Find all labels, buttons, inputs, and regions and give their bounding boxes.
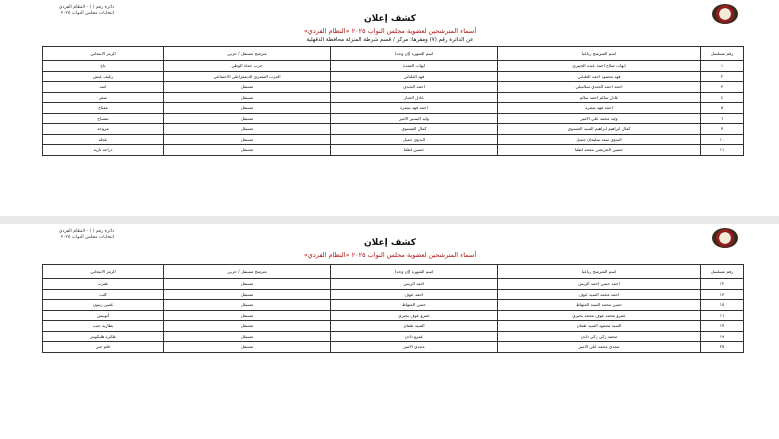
cell-symbol: أتوبيس <box>43 310 164 321</box>
header-serial: رقم مسلسل <box>701 265 744 279</box>
cell-symbol: تمساح <box>43 113 164 124</box>
cell-serial: ٦ <box>701 113 744 124</box>
cell-party: مستقل <box>164 331 331 342</box>
table-row <box>43 321 744 332</box>
table-row <box>43 342 744 353</box>
page-title: كشف إعلان <box>364 238 416 248</box>
cell-fame: ايهاب العمدة <box>331 61 498 72</box>
cell-party: مستقل <box>164 103 331 114</box>
cell-serial: ٣ <box>701 82 744 93</box>
cell-fame: فهد الغلباني <box>331 71 498 82</box>
table-row <box>43 61 744 72</box>
header-party: مترشح مستقل / حزبي <box>164 47 331 61</box>
cell-party: حزب حماة الوطن <box>164 61 331 72</box>
cell-name: ايهاب صلاح احمد عبده الحبيري <box>498 61 701 72</box>
cell-name: حسن محمد السيد المنهاط <box>498 300 701 311</box>
cell-fame: عمرو عوف يحيري <box>331 310 498 321</box>
cell-fame: عمرو دادن <box>331 331 498 342</box>
table-row <box>43 71 744 82</box>
cell-symbol: عجلة <box>43 134 164 145</box>
page-title: كشف إعلان <box>364 14 416 24</box>
cell-name: عمرو محمد عوف محمد يحيري <box>498 310 701 321</box>
cell-symbol: عقرب <box>43 279 164 290</box>
cell-party: مستقل <box>164 113 331 124</box>
header-symbol: الرمز الانتخابي <box>43 265 164 279</box>
cell-name: السيد محمود السيد طمان <box>498 321 701 332</box>
header-name: اسم المترشح رباعيا <box>498 47 701 61</box>
cell-fame: احمد الجندي <box>331 82 498 93</box>
cell-symbol: مروحة <box>43 124 164 135</box>
cell-symbol: دراجة نارية <box>43 145 164 156</box>
cell-fame: احمد الريس <box>331 279 498 290</box>
corner-line-2: انتخابات مجلس النواب ٢٠٢٥ <box>60 235 114 240</box>
table-row <box>43 331 744 342</box>
cell-fame: احمد فهد سمرة <box>331 103 498 114</box>
cell-serial: ١٥ <box>701 300 744 311</box>
cell-symbol: اسد <box>43 82 164 93</box>
page-subtitle: أسماء المترشحين لعضوية مجلس النواب ٢٠٢٥ «النظام الفردي» <box>303 27 477 35</box>
cell-serial: ١٢ <box>701 279 744 290</box>
cell-serial: ١٧ <box>701 321 744 332</box>
cell-serial: ٤ <box>701 92 744 103</box>
header-symbol: الرمز الانتخابي <box>43 47 164 61</box>
cell-fame: مجدي الامير <box>331 342 498 353</box>
table-row <box>43 145 744 156</box>
cell-name: وليد محمد علي الامير <box>498 113 701 124</box>
corner-line-1: دائرة رقم ( ) - النظام الفردي <box>58 5 114 10</box>
table-header-row <box>43 265 744 279</box>
candidates-table <box>42 46 744 156</box>
table-header-row <box>43 47 744 61</box>
table-row <box>43 113 744 124</box>
cell-symbol: مفتاح <box>43 103 164 114</box>
cell-serial: ١٦ <box>701 310 744 321</box>
cell-party: مستقل <box>164 82 331 93</box>
header-fame: اسم الشهرة (إن وجد) <box>331 265 498 279</box>
cell-fame: احمد عوف <box>331 289 498 300</box>
document-page-2 <box>34 226 746 437</box>
cell-serial: ١١ <box>701 145 744 156</box>
document-page-1 <box>34 2 746 214</box>
cell-party: مستقل <box>164 342 331 353</box>
cell-fame: كمال العيسوي <box>331 124 498 135</box>
cell-name: احمد احمد الجندي سلاميلي <box>498 82 701 93</box>
cell-serial: ٥ <box>701 103 744 114</box>
page-separator <box>0 216 779 224</box>
cell-name: فهد محمود احمد الغلباني <box>498 71 701 82</box>
corner-line-2: انتخابات مجلس النواب ٢٠٢٥ <box>60 11 114 16</box>
table-row <box>43 300 744 311</box>
cell-party: مستقل <box>164 134 331 145</box>
cell-serial: ١٣ <box>701 289 744 300</box>
cell-name: مجدي محمد علي الامير <box>498 342 701 353</box>
cell-symbol: قلم حبر <box>43 342 164 353</box>
table-row <box>43 279 744 290</box>
cell-name: كمال ابراهيم ابراهيم السيد العيسوي <box>498 124 701 135</box>
table-row <box>43 310 744 321</box>
table-row <box>43 103 744 114</box>
cell-party: مستقل <box>164 145 331 156</box>
cell-party: مستقل <box>164 289 331 300</box>
cell-name: حسين الجريشي محمد لطفا <box>498 145 701 156</box>
cell-fame: وليد اليسير الامير <box>331 113 498 124</box>
cell-party: مستقل <box>164 124 331 135</box>
cell-name: احمد حسن احمد الريس <box>498 279 701 290</box>
header-serial: رقم مسلسل <box>701 47 744 61</box>
cell-serial: ١٩ <box>701 331 744 342</box>
cell-symbol: تاج <box>43 61 164 72</box>
cell-fame: عادل الجبار <box>331 92 498 103</box>
cell-symbol: طائرة هليكوبتر <box>43 331 164 342</box>
cell-serial: ٢٥ <box>701 342 744 353</box>
cell-fame: السيد طمان <box>331 321 498 332</box>
table-row <box>43 92 744 103</box>
table-row <box>43 124 744 135</box>
cell-name: عادل سالم احمد سالم <box>498 92 701 103</box>
cell-serial: ٧ <box>701 124 744 135</box>
header-name: اسم المترشح رباعيا <box>498 265 701 279</box>
cell-party: مستقل <box>164 321 331 332</box>
cell-fame: حسين لطفا <box>331 145 498 156</box>
cell-name: محمد زكي زكي دادن <box>498 331 701 342</box>
header-fame: اسم الشهرة (إن وجد) <box>331 47 498 61</box>
corner-line-1: دائرة رقم ( ) - النظام الفردي <box>58 229 114 234</box>
cell-serial: ٢ <box>701 71 744 82</box>
cell-symbol: غصن زيتون <box>43 300 164 311</box>
table-row <box>43 82 744 93</box>
candidates-table <box>42 264 744 353</box>
cell-party: مستقل <box>164 92 331 103</box>
cell-serial: ١٠ <box>701 134 744 145</box>
cell-symbol: كلب <box>43 289 164 300</box>
cell-fame: حسن المنهاط <box>331 300 498 311</box>
table-row <box>43 289 744 300</box>
cell-name: احمد محمد السيد عوف <box>498 289 701 300</box>
cell-party: الحزب المصري الديمقراطي الاجتماعي <box>164 71 331 82</box>
cell-symbol: صقر <box>43 92 164 103</box>
cell-symbol: رغيف عيش <box>43 71 164 82</box>
district-line: عن الدائرة رقم (٧) ومقرها: مركز / قسم شرطة المنزلة محافظة الدقهلية <box>306 37 474 43</box>
cell-fame: البدوي جميل <box>331 134 498 145</box>
table-row <box>43 134 744 145</box>
cell-symbol: بطارية جيب <box>43 321 164 332</box>
cell-party: مستقل <box>164 300 331 311</box>
header-party: مترشح مستقل / حزبي <box>164 265 331 279</box>
page-subtitle: أسماء المترشحين لعضوية مجلس النواب ٢٠٢٥ «النظام الفردي» <box>303 251 477 259</box>
cell-party: مستقل <box>164 310 331 321</box>
cell-party: مستقل <box>164 279 331 290</box>
cell-name: البدوي سعد سليمان جميل <box>498 134 701 145</box>
cell-name: احمد فهد سمرة <box>498 103 701 114</box>
cell-serial: ١ <box>701 61 744 72</box>
